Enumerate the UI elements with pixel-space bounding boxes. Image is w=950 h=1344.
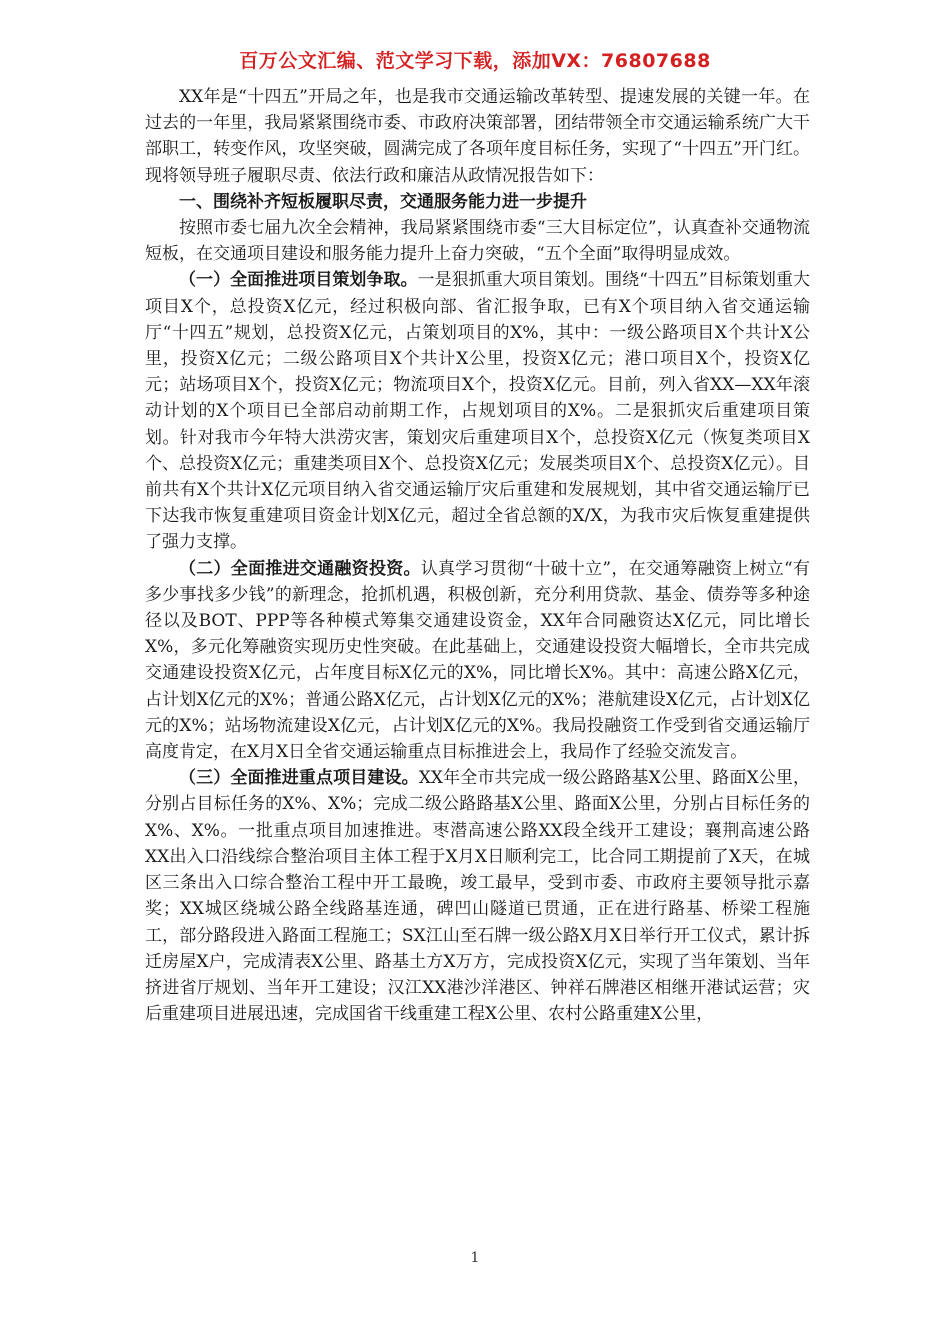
page-number: 1	[470, 1250, 480, 1266]
document-body	[145, 84, 810, 1027]
item-paragraph-2	[145, 556, 810, 766]
item-text-2: 认真学习贯彻“十破十立”，在交通筹融资上树立“有多少事找多少钱”的新理念，抢抓机遇，积极创新，充分利用贷款、基金、债券等多种途径以及BOT、PPP等各种模式筹集交通建设资金，XX年合同融资达X亿元，同比增长X%，多元化筹融资实现历史性突破。在此基础上，交通建设投资大幅增长，全市共完成交通建设投资X亿元，占年度目标X亿元的X%，同比增长X%。其中：高速公路X亿元，占计划X亿元的X%；普通公路X亿元，占计划X亿元的X%；港航建设X亿元，占计划X亿元的X%；站场物流建设X亿元，占计划X亿元的X%。我局投融资工作受到省交通运输厅高度肯定，在X月X日全省交通运输重点目标推进会上，我局作了经验交流发言。	[145, 558, 811, 763]
item-paragraph-1	[145, 267, 810, 555]
section-heading: 一、围绕补齐短板履职尽责，交通服务能力进一步提升	[179, 191, 587, 212]
item-paragraph-3	[145, 765, 810, 1027]
intro-paragraph: XX年是“十四五”开局之年，也是我市交通运输改革转型、提速发展的关键一年。在过去的一年里，我局紧紧围绕市委、市政府决策部署，团结带领全市交通运输系统广大干部职工，转变作风，攻坚突破，圆满完成了各项年度目标任务，实现了“十四五”开门红。现将领导班子履职尽责、依法行政和廉洁从政情况报告如下：	[145, 87, 810, 186]
watermark-banner: 百万公文汇编、范文学习下载，添加VX：76807688	[239, 50, 711, 72]
item-lead-3: （三）全面推进重点项目建设。	[179, 768, 419, 789]
item-lead-2: （二）全面推进交通融资投资。	[179, 558, 421, 579]
item-text-1: 一是狠抓重大项目策划。围绕“十四五”目标策划重大项目X个，总投资X亿元，经过积极向部、省汇报争取，已有X个项目纳入省交通运输厅“十四五”规划，总投资X亿元，占策划项目的X%，其中：一级公路项目X个共计X公里，投资X亿元；二级公路项目X个共计X公里，投资X亿元；港口项目X个，投资X亿元；站场项目X个，投资X亿元；物流项目X个，投资X亿元。目前，列入省XX—XX年滚动计划的X个项目已全部启动前期工作，占规划项目的X%。二是狠抓灾后重建项目策划。针对我市今年特大洪涝灾害，策划灾后重建项目X个，总投资X亿元（恢复类项目X个、总投资X亿元；重建类项目X个、总投资X亿元；发展类项目X个、总投资X亿元）。目前共有X个共计X亿元项目纳入省交通运输厅灾后重建和发展规划，其中省交通运输厅已下达我市恢复重建项目资金计划X亿元，超过全省总额的X/X，为我市灾后恢复重建提供了强力支撑。	[145, 270, 810, 553]
section-intro-paragraph: 按照市委七届九次全会精神，我局紧紧围绕市委“三大目标定位”，认真查补交通物流短板，在交通项目建设和服务能力提升上奋力突破，“五个全面”取得明显成效。	[145, 218, 810, 265]
item-text-3: XX年全市共完成一级公路路基X公里、路面X公里，分别占目标任务的X%、X%；完成二级公路路基X公里、路面X公里，分别占目标任务的X%、X%。一批重点项目加速推进。枣潜高速公路XX段全线开工建设；襄荆高速公路XX出入口沿线综合整治项目主体工程于X月X日顺利完工，比合同工期提前了X天，在城区三条出入口综合整治工程中开工最晚，竣工最早，受到市委、市政府主要领导批示嘉奖；XX城区绕城公路全线路基连通，碑凹山隧道已贯通，正在进行路基、桥梁工程施工，部分路段进入路面工程施工；SX江山至石牌一级公路X月X日举行开工仪式，累计拆迁房屋X户，完成清表X公里、路基土方X万方，完成投资X亿元，实现了当年策划、当年挤进省厅规划、当年开工建设；汉江XX港沙洋港区、钟祥石牌港区相继开港试运营；灾后重建项目进展迅速，完成国省干线重建工程X公里、农村公路重建X公里，	[145, 768, 810, 1025]
item-lead-1: （一）全面推进项目策划争取。	[179, 270, 418, 291]
